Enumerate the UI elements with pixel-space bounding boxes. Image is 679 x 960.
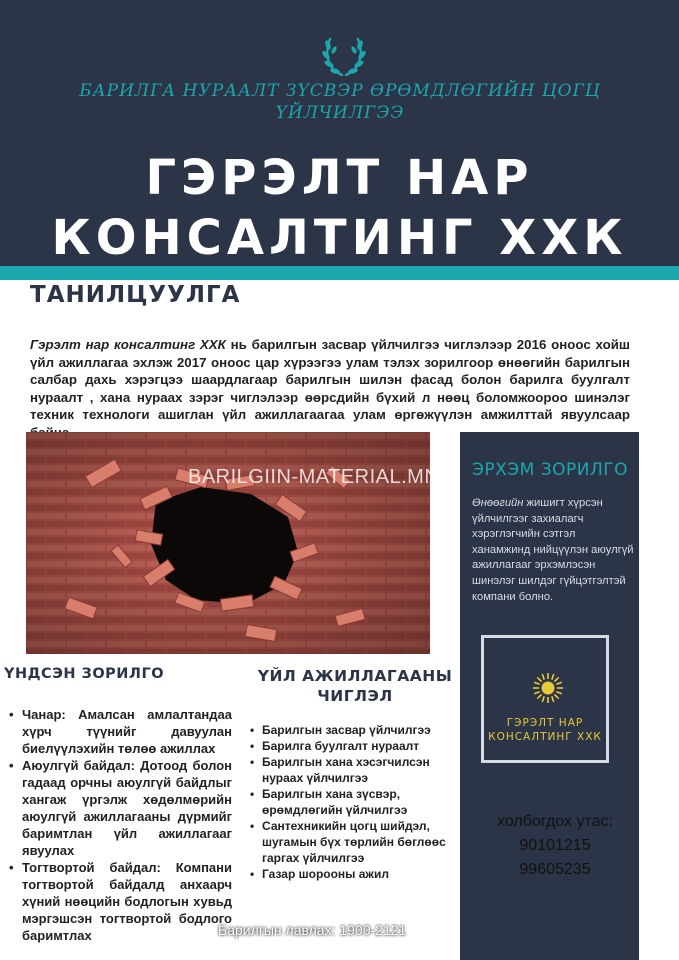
activity-item: • Газар шорооны ажил [262,866,460,882]
company-name [0,148,679,268]
activities-title: ҮЙЛ АЖИЛЛАГААНЫ ЧИГЛЭЛ [257,667,453,705]
goals-list [4,706,232,944]
company-name-line1: ГЭРЭЛТ НАР [145,150,534,206]
goal-item: • Тогтвортой байдал: Компани тогтвортой байдалд анхаарч хүний нөөцийн бодлогын хувьд мэргэшсэн тогтвортой бодлого баримтлах [22,859,232,944]
contact-phone-2: 99605235 [519,861,591,878]
contact-block [470,810,640,882]
mission-lead-word: Өнөөгийн [472,497,524,509]
intro-title: ТАНИЛЦУУЛГА [30,282,241,308]
goal-item: • Аюулгүй байдал: Дотоод болон гадаад орчны аюулгүй байдлыг хангаж үргэлж хөдөлмөрийн аюулгүй ажиллагааны дүрмийг баримтлан үйл ажиллагааг явуулах [22,757,232,859]
activity-item: • Барилгын хана зүсвэр, өрөмдлөгийн үйлчилгээ [262,786,460,818]
intro-paragraph [30,336,630,441]
accent-divider [0,266,679,280]
image-watermark: BARILGIIN-MATERIAL.MN [188,466,440,488]
goals-title: ҮНДСЭН ЗОРИЛГО [4,666,165,682]
activity-item: • Барилга буулгалт нураалт [262,738,460,754]
activity-item: • Барилгын засвар үйлчилгээ [262,722,460,738]
logo-line2: КОНСАЛТИНГ ХХК [488,731,602,743]
logo-line1: ГЭРЭЛТ НАР [506,717,584,729]
activities-list [248,722,460,882]
mission-body: жишигт хүрсэн үйлчилгээг захиалагч хэрэглэгчийн сэтгэл ханамжинд нийцүүлэн аюулгүй ажиллагааг эрхэмлэсэн шинэлэг шилдэг гүйцэтгэлтэй компани болно. [472,497,634,603]
activity-item: • Сантехникийн цогц шийдэл, шугамын бүх төрлийн бөглөөс [262,818,460,850]
contact-label: холбогдох утас: [497,813,613,830]
logo-text [484,716,606,744]
sun-icon [532,672,564,704]
laurel-wreath-icon [318,33,370,79]
mission-title: ЭРХЭМ ЗОРИЛГО [472,460,628,480]
activity-item: • Барилгын хана хэсэгчилсэн нураах үйлчилгээ [262,754,460,786]
company-name-line2: КОНСАЛТИНГ ХХК [51,210,628,266]
company-tagline: БАРИЛГА НУРААЛТ ЗҮСВЭР ӨРӨМДЛӨГИЙН ЦОГЦ ҮЙЛЧИЛГЭЭ [79,81,601,123]
reference-footer: Барилгын лавлах: 1900-2121 [218,922,407,938]
company-logo [481,635,609,763]
goal-item: • Чанар: Амалсан амлалтандаа хүрч түүнийг давуулан биелүүлэхийн төлөө ажиллах [22,706,232,757]
intro-company-name: Гэрэлт нар консалтинг ХХК [30,337,226,352]
intro-body: нь барилгын засвар үйлчилгээ чиглэлээр 2016 оноос хойш үйл ажиллагаа эхлэж 2017 оноос цар хүрээгээ улам тэлэх зорилгоор өнөөгийн барилгын салбар дахь хэрэгцээ шаардлагаар барилгын шилэн фасад болон барилга буулгалт нураалт , хана нураах зэрэг чиглэлээр өөрсдийн бүхий л нөөц боломжоороо шинэлэг техник технологи ашиглан үйл ажиллагаагаа улам өргөжүүлэн амжилттай явуулсаар [30,337,630,422]
mission-paragraph [472,496,634,605]
contact-phone-1: 90101215 [519,837,591,854]
activity-item-continuation: гаргах үйлчилгээ [262,851,365,865]
